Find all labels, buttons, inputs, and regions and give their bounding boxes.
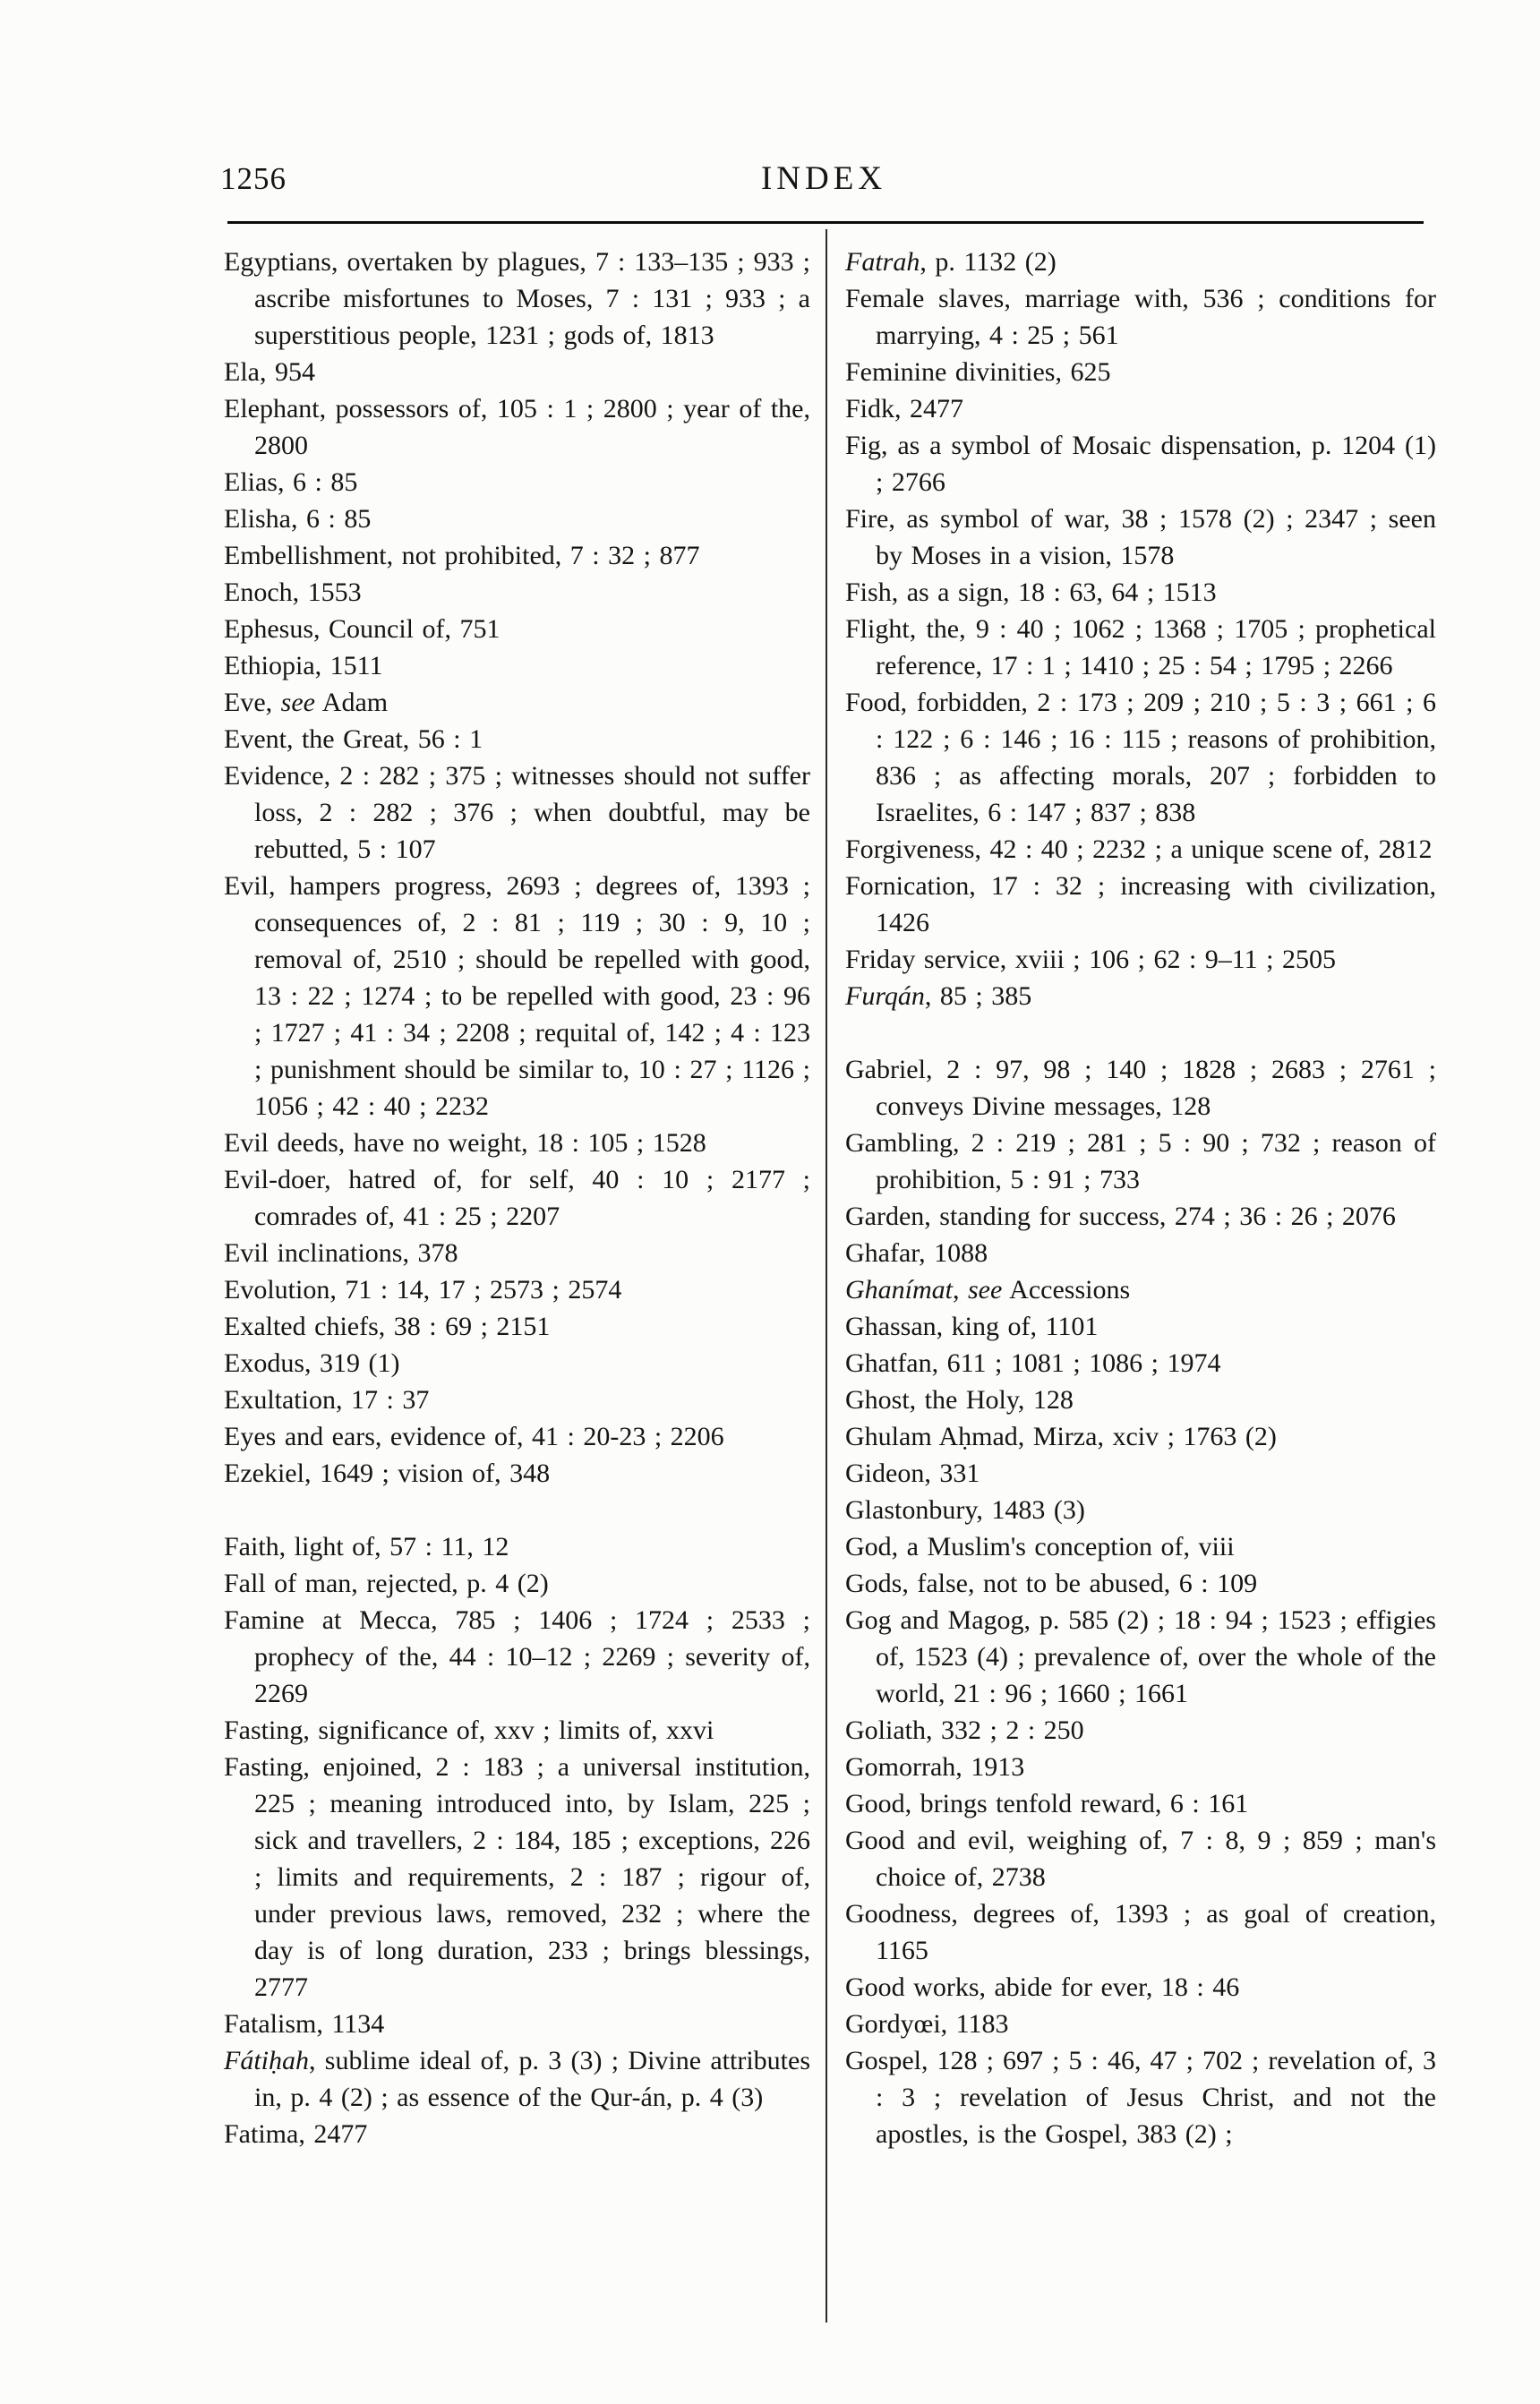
entry-text: Good works, abide for ever, 18 : 46 bbox=[845, 1972, 1240, 2002]
index-entry bbox=[224, 464, 810, 500]
entry-text: Goliath, 332 ; 2 : 250 bbox=[845, 1715, 1084, 1745]
index-entry bbox=[845, 1528, 1436, 1565]
index-entry bbox=[845, 868, 1436, 941]
index-entry bbox=[845, 1969, 1436, 2006]
index-entry bbox=[845, 1051, 1436, 1125]
index-entry bbox=[845, 611, 1436, 684]
entry-text: Elias, 6 : 85 bbox=[224, 467, 358, 497]
column-divider bbox=[826, 229, 827, 2323]
index-entry bbox=[224, 647, 810, 684]
entry-text: Gabriel, 2 : 97, 98 ; 140 ; 1828 ; 2683 ; 2761 ; conveys Divine messages, 128 bbox=[845, 1055, 1436, 1121]
entry-text: Elisha, 6 : 85 bbox=[224, 504, 372, 534]
entry-text: Fidk, 2477 bbox=[845, 394, 964, 423]
entry-text: Ghatfan, 611 ; 1081 ; 1086 ; 1974 bbox=[845, 1348, 1221, 1378]
entry-text: Exodus, 319 (1) bbox=[224, 1348, 400, 1378]
index-entry bbox=[224, 390, 810, 464]
entry-text: Gomorrah, 1913 bbox=[845, 1752, 1025, 1782]
entry-text: , p. 1132 (2) bbox=[920, 247, 1057, 277]
index-entry bbox=[224, 1382, 810, 1418]
entry-text: see bbox=[280, 688, 315, 717]
index-entry bbox=[224, 1308, 810, 1345]
entry-text: Ghanímat bbox=[845, 1275, 953, 1305]
index-entry bbox=[845, 244, 1436, 280]
index-entry bbox=[224, 1345, 810, 1382]
entry-text: Fasting, significance of, xxv ; limits of, xxvi bbox=[224, 1715, 714, 1745]
index-entry bbox=[224, 354, 810, 390]
index-entry bbox=[845, 1602, 1436, 1712]
right-column bbox=[845, 244, 1436, 2152]
entry-text: Accessions bbox=[1002, 1275, 1131, 1305]
entry-text: Fátiḥah bbox=[224, 2046, 309, 2075]
page-number: 1256 bbox=[220, 161, 287, 196]
index-entry bbox=[224, 2116, 810, 2152]
index-entry bbox=[845, 1785, 1436, 1822]
entry-text: Fig, as a symbol of Mosaic dispensation, p. 1204 (1) ; 2766 bbox=[845, 431, 1436, 497]
index-entry bbox=[224, 757, 810, 868]
entry-text: Embellishment, not prohibited, 7 : 32 ; 877 bbox=[224, 541, 700, 570]
entry-text: Evidence, 2 : 282 ; 375 ; witnesses should not suffer loss, 2 : 282 ; 376 ; when doubtful, may be rebutted, 5 : 107 bbox=[224, 761, 810, 864]
entry-text: Ghulam Aḥmad, Mirza, xciv ; 1763 (2) bbox=[845, 1422, 1277, 1451]
entry-text: Ezekiel, 1649 ; vision of, 348 bbox=[224, 1459, 551, 1488]
entry-text: Gospel, 128 ; 697 ; 5 : 46, 47 ; 702 ; revelation of, 3 : 3 ; revelation of Jesus Christ, and not the apostles, is the Gospel, 383 (2) ; bbox=[845, 2046, 1436, 2149]
entry-text: , sublime ideal of, p. 3 (3) ; Divine attributes in, p. 4 (2) ; as essence of the Qur-án, p. 4 (3) bbox=[254, 2046, 810, 2112]
entry-text: Glastonbury, 1483 (3) bbox=[845, 1495, 1085, 1525]
index-entry bbox=[845, 427, 1436, 500]
index-entry bbox=[845, 1235, 1436, 1271]
entry-text: Good, brings tenfold reward, 6 : 161 bbox=[845, 1789, 1249, 1818]
index-entry bbox=[224, 1749, 810, 2006]
entry-text: Evil, hampers progress, 2693 ; degrees of, 1393 ; consequences of, 2 : 81 ; 119 ; 30 : 9, 10 ; removal of, 2510 ; should be repelled with good, 13 : 22 ; 1274 ; to be repelled with good, 23 : 96 ; 1727 ; 41 : 34 ; 2208 ; requital of, 142 ; 4 : 123 ; punishment should be similar to, 10 : 27 ; 1126 ; 1056 ; 42 : 40 ; 2232 bbox=[224, 871, 810, 1121]
index-entry bbox=[224, 1161, 810, 1235]
index-entry bbox=[845, 1822, 1436, 1895]
entry-text: see bbox=[968, 1275, 1003, 1305]
entry-text: Ela, 954 bbox=[224, 357, 315, 387]
index-entry bbox=[845, 941, 1436, 978]
index-entry bbox=[224, 721, 810, 757]
entry-text: Evil deeds, have no weight, 18 : 105 ; 1528 bbox=[224, 1128, 706, 1158]
entry-text: Gods, false, not to be abused, 6 : 109 bbox=[845, 1569, 1258, 1598]
index-entry bbox=[845, 354, 1436, 390]
entry-text: Female slaves, marriage with, 536 ; conditions for marrying, 4 : 25 ; 561 bbox=[845, 284, 1436, 350]
entry-text: God, a Muslim's conception of, viii bbox=[845, 1532, 1235, 1561]
entry-text: Ephesus, Council of, 751 bbox=[224, 614, 500, 644]
entry-text: , 85 ; 385 bbox=[924, 981, 1032, 1011]
index-entry bbox=[224, 1602, 810, 1712]
entry-text: Exalted chiefs, 38 : 69 ; 2151 bbox=[224, 1312, 551, 1341]
entry-text: Ghassan, king of, 1101 bbox=[845, 1312, 1099, 1341]
entry-text: , bbox=[953, 1275, 968, 1305]
index-entry bbox=[845, 280, 1436, 354]
entry-text: Elephant, possessors of, 105 : 1 ; 2800 ; year of the, 2800 bbox=[224, 394, 810, 460]
entry-text: Evil-doer, hatred of, for self, 40 : 10 ; 2177 ; comrades of, 41 : 25 ; 2207 bbox=[224, 1165, 810, 1231]
entry-text: Gideon, 331 bbox=[845, 1459, 980, 1488]
index-entry bbox=[845, 1895, 1436, 1969]
entry-text: Fatima, 2477 bbox=[224, 2119, 368, 2149]
index-entry bbox=[845, 574, 1436, 611]
index-entry bbox=[845, 1125, 1436, 1198]
index-entry bbox=[224, 611, 810, 647]
entry-text: Famine at Mecca, 785 ; 1406 ; 1724 ; 2533 ; prophecy of the, 44 : 10–12 ; 2269 ; severity of, 2269 bbox=[224, 1605, 810, 1708]
index-entry bbox=[224, 1271, 810, 1308]
index-entry bbox=[224, 2006, 810, 2042]
entry-text: Fish, as a sign, 18 : 63, 64 ; 1513 bbox=[845, 577, 1217, 607]
entry-text: Ghost, the Holy, 128 bbox=[845, 1385, 1074, 1415]
entry-text: Furqán bbox=[845, 981, 925, 1011]
index-entry bbox=[224, 1418, 810, 1455]
header-rule bbox=[227, 221, 1424, 224]
index-entry bbox=[845, 1749, 1436, 1785]
index-entry bbox=[224, 574, 810, 611]
index-entry bbox=[845, 1382, 1436, 1418]
entry-text: Fatalism, 1134 bbox=[224, 2009, 385, 2039]
index-entry bbox=[224, 537, 810, 574]
entry-text: Flight, the, 9 : 40 ; 1062 ; 1368 ; 1705 ; prophetical reference, 17 : 1 ; 1410 ; 25 : 54 ; 1795 ; 2266 bbox=[845, 614, 1436, 680]
entry-text: Fasting, enjoined, 2 : 183 ; a universal institution, 225 ; meaning introduced into, by Islam, 225 ; sick and travellers, 2 : 184, 185 ; exceptions, 226 ; limits and requirements, 2 : 187 ; rigour of, under previous laws, removed, 232 ; where the day is of long duration, 233 ; brings blessings, 2777 bbox=[224, 1752, 810, 2002]
entry-text: Garden, standing for success, 274 ; 36 : 26 ; 2076 bbox=[845, 1202, 1396, 1231]
index-entry bbox=[224, 500, 810, 537]
entry-text: Fatrah bbox=[845, 247, 920, 277]
entry-text: Gordyœi, 1183 bbox=[845, 2009, 1009, 2039]
index-entry bbox=[845, 1418, 1436, 1455]
index-entry bbox=[845, 2006, 1436, 2042]
entry-text: Gog and Magog, p. 585 (2) ; 18 : 94 ; 1523 ; effigies of, 1523 (4) ; prevalence of, over the whole of the world, 21 : 96 ; 1660 ; 1661 bbox=[845, 1605, 1436, 1708]
entry-text: Food, forbidden, 2 : 173 ; 209 ; 210 ; 5 : 3 ; 661 ; 6 : 122 ; 6 : 146 ; 16 : 115 ; reasons of prohibition, 836 ; as affecting morals, 207 ; forbidden to Israelites, 6 : 147 ; 837 ; 838 bbox=[845, 688, 1436, 827]
entry-text: Forgiveness, 42 : 40 ; 2232 ; a unique scene of, 2812 bbox=[845, 834, 1433, 864]
index-entry bbox=[845, 684, 1436, 831]
index-entry bbox=[845, 2042, 1436, 2152]
index-entry bbox=[224, 1455, 810, 1492]
index-entry bbox=[845, 1492, 1436, 1528]
index-entry bbox=[845, 500, 1436, 574]
entry-text: Ethiopia, 1511 bbox=[224, 651, 383, 680]
entry-text: Evil inclinations, 378 bbox=[224, 1238, 458, 1268]
index-entry bbox=[224, 1712, 810, 1749]
index-entry bbox=[224, 1565, 810, 1602]
entry-text: Event, the Great, 56 : 1 bbox=[224, 724, 483, 754]
index-entry bbox=[224, 2042, 810, 2116]
entry-text: Fire, as symbol of war, 38 ; 1578 (2) ; 2347 ; seen by Moses in a vision, 1578 bbox=[845, 504, 1436, 570]
entry-text: Eve, bbox=[224, 688, 281, 717]
index-entry bbox=[845, 1308, 1436, 1345]
entry-text: Enoch, 1553 bbox=[224, 577, 362, 607]
entry-text: Evolution, 71 : 14, 17 ; 2573 ; 2574 bbox=[224, 1275, 622, 1305]
index-entry bbox=[845, 390, 1436, 427]
entry-text: Ghafar, 1088 bbox=[845, 1238, 988, 1268]
entry-text: Faith, light of, 57 : 11, 12 bbox=[224, 1532, 509, 1561]
entry-text: Exultation, 17 : 37 bbox=[224, 1385, 430, 1415]
index-entry bbox=[224, 1235, 810, 1271]
entry-text: Good and evil, weighing of, 7 : 8, 9 ; 859 ; man's choice of, 2738 bbox=[845, 1826, 1436, 1892]
entry-text: Friday service, xviii ; 106 ; 62 : 9–11 ; 2505 bbox=[845, 945, 1337, 974]
entry-text: Feminine divinities, 625 bbox=[845, 357, 1111, 387]
entry-text: Fall of man, rejected, p. 4 (2) bbox=[224, 1569, 549, 1598]
index-entry bbox=[224, 868, 810, 1125]
left-column bbox=[224, 244, 810, 2152]
entry-text: Fornication, 17 : 32 ; increasing with civilization, 1426 bbox=[845, 871, 1436, 937]
index-entry bbox=[224, 1125, 810, 1161]
index-entry bbox=[845, 1345, 1436, 1382]
entry-text: Eyes and ears, evidence of, 41 : 20-23 ; 2206 bbox=[224, 1422, 724, 1451]
index-entry bbox=[845, 1712, 1436, 1749]
entry-text: Adam bbox=[314, 688, 389, 717]
index-entry bbox=[845, 1198, 1436, 1235]
index-entry bbox=[845, 978, 1436, 1014]
entry-text: Goodness, degrees of, 1393 ; as goal of creation, 1165 bbox=[845, 1899, 1436, 1965]
entry-text: Egyptians, overtaken by plagues, 7 : 133–135 ; 933 ; ascribe misfortunes to Moses, 7 : 131 ; 933 ; a superstitious people, 1231 ; gods of, 1813 bbox=[224, 247, 810, 350]
index-entry bbox=[224, 1528, 810, 1565]
index-entry bbox=[845, 831, 1436, 868]
index-entry bbox=[845, 1455, 1436, 1492]
index-entry bbox=[224, 684, 810, 721]
entry-text: Gambling, 2 : 219 ; 281 ; 5 : 90 ; 732 ; reason of prohibition, 5 : 91 ; 733 bbox=[845, 1128, 1436, 1194]
index-entry bbox=[845, 1271, 1436, 1308]
index-entry bbox=[845, 1565, 1436, 1602]
page-title: INDEX bbox=[760, 160, 887, 197]
index-entry bbox=[224, 244, 810, 354]
